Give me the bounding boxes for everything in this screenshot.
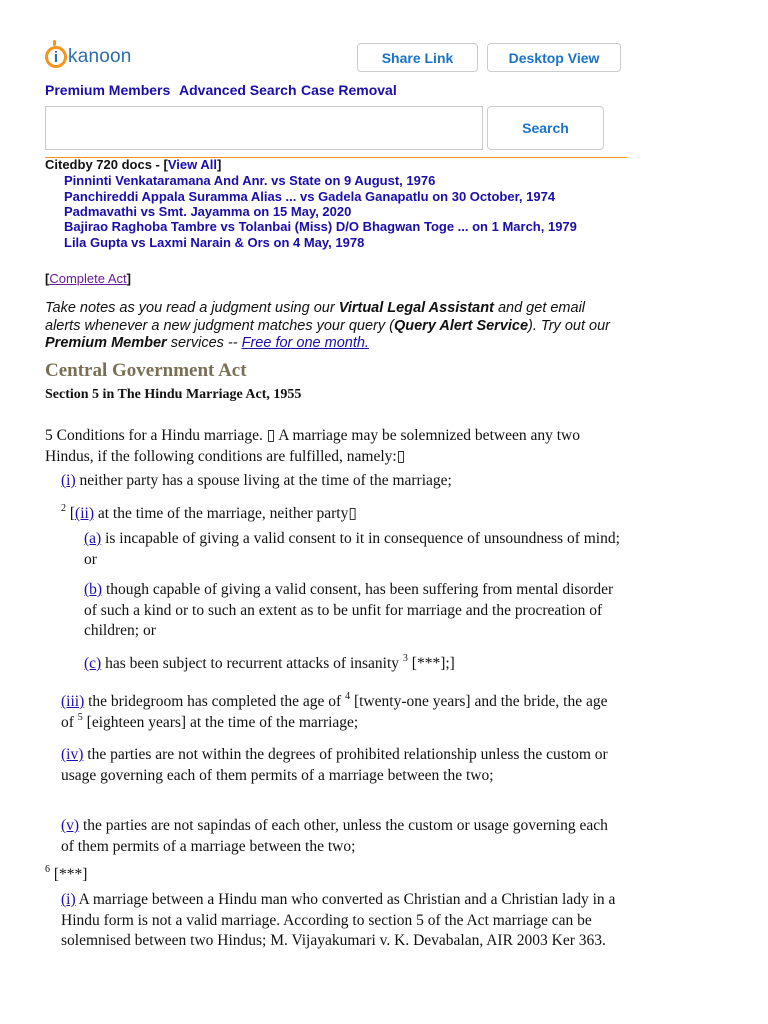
clause-b-link[interactable]: (b) [84, 581, 103, 598]
citation-link[interactable]: Padmavathi vs Smt. Jayamma on 15 May, 2020 [64, 204, 352, 219]
notes-promo: Take notes as you read a judgment using our Virtual Legal Assistant and get email alerts whenever a new judgment matches your query (Query Alert Service). Try out our Premium Member services -- Free for one month. [45, 300, 610, 351]
citation-link[interactable]: Bajirao Raghoba Tambre vs Tolanbai (Miss) D/O Bhagwan Toge ... on 1 March, 1979 [64, 219, 577, 234]
note-i-link[interactable]: (i) [61, 891, 76, 908]
clause-a-link[interactable]: (a) [84, 530, 102, 547]
clause-iv-link[interactable]: (iv) [61, 746, 84, 763]
complete-act: [Complete Act] [45, 271, 132, 286]
view-all-link[interactable]: View All [167, 157, 217, 172]
clause-i-link[interactable]: (i) [61, 472, 76, 489]
section-intro: 5 Conditions for a Hindu marriage. ▯ A marriage may be solemnized between any two Hindus, if the following conditions are fulfilled, namely:▯ [45, 427, 580, 465]
citedby-header: Citedby 720 docs - [View All] [45, 157, 222, 172]
logo-icon: i [45, 46, 67, 68]
search-button[interactable]: Search [487, 106, 604, 150]
clause-i: (i) neither party has a spouse living at the time of the marriage; [61, 472, 452, 489]
clause-v-link[interactable]: (v) [61, 817, 80, 834]
complete-act-link[interactable]: Complete Act [49, 271, 127, 286]
clause-iii: (iii) the bridegroom has completed the age of $^4$ [twenty-one years] and the bride, the age of $^5$ [eighteen years] at the time of the marriage; [61, 691, 608, 731]
advanced-search-link[interactable]: Advanced Search [179, 82, 297, 98]
search-input[interactable] [45, 106, 483, 150]
clause-b: (b) though capable of giving a valid consent, has been suffering from mental disorder of such a kind or to such an extent as to be unfit for marriage and the procreation of children; or [84, 581, 614, 639]
desktop-view-button[interactable]: Desktop View [487, 43, 621, 72]
free-trial-link[interactable]: Free for one month. [241, 335, 369, 351]
logo-text: kanoon [68, 46, 132, 67]
clause-c-link[interactable]: (c) [84, 655, 102, 672]
annotation-note: (i) A marriage between a Hindu man who converted as Christian and a Christian lady in a Hindu form is not a valid marriage. According to section 5 of the Act marriage can be solemnised between two Hindus; M. Vijayakumari v. K. Devabalan, AIR 2003 Ker 363. [61, 891, 616, 949]
clause-a: (a) is incapable of giving a valid consent to it in consequence of unsoundness of mind; or [84, 530, 620, 568]
citation-link[interactable]: Panchireddi Appala Suramma Alias ... vs Gadela Ganapatlu on 30 October, 1974 [64, 189, 556, 204]
clause-ii-link[interactable]: (ii) [75, 505, 94, 522]
clause-vi: $^6$ [***] [45, 864, 88, 883]
section-title: Section 5 in The Hindu Marriage Act, 1955 [45, 387, 302, 402]
clause-c: (c) has been subject to recurrent attacks of insanity $^3$ [***];] [84, 653, 455, 672]
act-title: Central Government Act [45, 360, 247, 381]
share-link-button[interactable]: Share Link [357, 43, 478, 72]
citation-link[interactable]: Lila Gupta vs Laxmi Narain & Ors on 4 May, 1978 [64, 235, 365, 250]
clause-iii-link[interactable]: (iii) [61, 693, 85, 710]
premium-members-link[interactable]: Premium Members [45, 82, 171, 98]
citation-link[interactable]: Pinninti Venkataramana And Anr. vs State on 9 August, 1976 [64, 173, 436, 188]
case-removal-link[interactable]: Case Removal [301, 82, 397, 98]
clause-ii: $^2$ [(ii) at the time of the marriage, neither party▯ [61, 503, 357, 522]
clause-iv: (iv) the parties are not within the degrees of prohibited relationship unless the custom or usage governing each of them permits of a marriage between the two; [61, 746, 608, 784]
clause-v: (v) the parties are not sapindas of each other, unless the custom or usage governing each of them permits of a marriage between the two; [61, 817, 608, 855]
kanoon-logo[interactable] [45, 42, 132, 72]
